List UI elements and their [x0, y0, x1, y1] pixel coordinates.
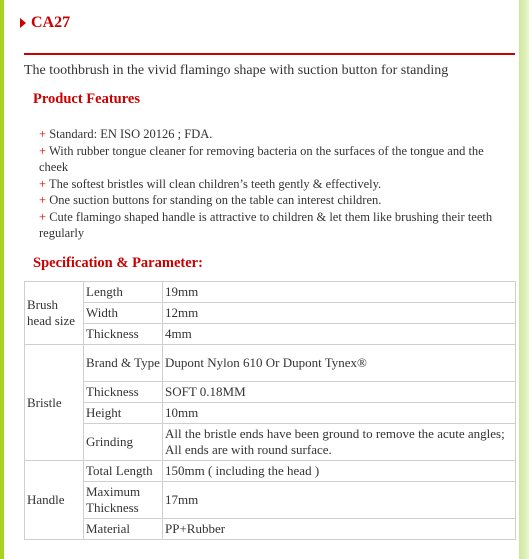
param-cell: Thickness [84, 324, 163, 345]
value-cell: SOFT 0.18MM [163, 382, 516, 403]
value-cell: PP+Rubber [163, 519, 516, 540]
param-cell: Thickness [84, 382, 163, 403]
table-row [25, 345, 516, 382]
table-row [25, 482, 516, 519]
plus-icon: + [39, 176, 47, 191]
param-cell: Total Length [84, 461, 163, 482]
feature-item: + Standard: EN ISO 20126 ; FDA. [39, 127, 213, 141]
product-intro: The toothbrush in the vivid flamingo shape with suction button for standing [24, 63, 449, 78]
value-cell: 150mm ( including the head ) [163, 461, 516, 482]
param-cell: Width [84, 303, 163, 324]
table-row [25, 461, 516, 482]
param-cell: Maximum Thickness [84, 482, 163, 519]
feature-item: + With rubber tongue cleaner for removing bacteria on the surfaces of the tongue and the cheek [39, 143, 484, 174]
features-list [39, 126, 515, 242]
param-cell: Height [84, 403, 163, 424]
left-accent-bar [0, 0, 4, 559]
spec-heading: Specification & Parameter: [33, 255, 203, 271]
table-row [25, 303, 516, 324]
value-cell: 10mm [163, 403, 516, 424]
table-row [25, 424, 516, 461]
value-cell: 12mm [163, 303, 516, 324]
product-title [20, 12, 70, 34]
param-cell: Brand & Type [84, 345, 163, 382]
table-row [25, 519, 516, 540]
table-row [25, 324, 516, 345]
feature-item: + Cute flamingo shaped handle is attractive to children & let them like brushing their teeth regularly [39, 209, 493, 240]
right-side-panel [519, 0, 529, 559]
param-cell: Grinding [84, 424, 163, 461]
table-row [25, 403, 516, 424]
feature-item: + The softest bristles will clean children’s teeth gently & effectively. [39, 176, 382, 191]
feature-item: + One suction buttons for standing on the table can interest children. [39, 193, 382, 207]
value-cell: All the bristle ends have been ground to remove the acute angles; All ends are with round surface. [163, 424, 516, 461]
features-heading: Product Features [33, 91, 140, 107]
plus-icon: + [39, 143, 47, 158]
plus-icon: + [39, 127, 47, 141]
param-cell: Material [84, 519, 163, 540]
title-divider [24, 53, 515, 55]
plus-icon: + [39, 209, 47, 224]
group-cell: Handle [25, 461, 84, 540]
plus-icon: + [39, 193, 47, 207]
param-cell: Length [84, 282, 163, 303]
value-cell: Dupont Nylon 610 Or Dupont Tynex® [163, 345, 516, 382]
spec-table [24, 281, 516, 540]
table-row [25, 382, 516, 403]
table-row [25, 282, 516, 303]
value-cell: 4mm [163, 324, 516, 345]
value-cell: 19mm [163, 282, 516, 303]
group-cell: Brush head size [25, 282, 84, 345]
value-cell: 17mm [163, 482, 516, 519]
group-cell: Bristle [25, 345, 84, 461]
triangle-right-icon [20, 18, 26, 28]
product-code: CA27 [31, 14, 71, 31]
